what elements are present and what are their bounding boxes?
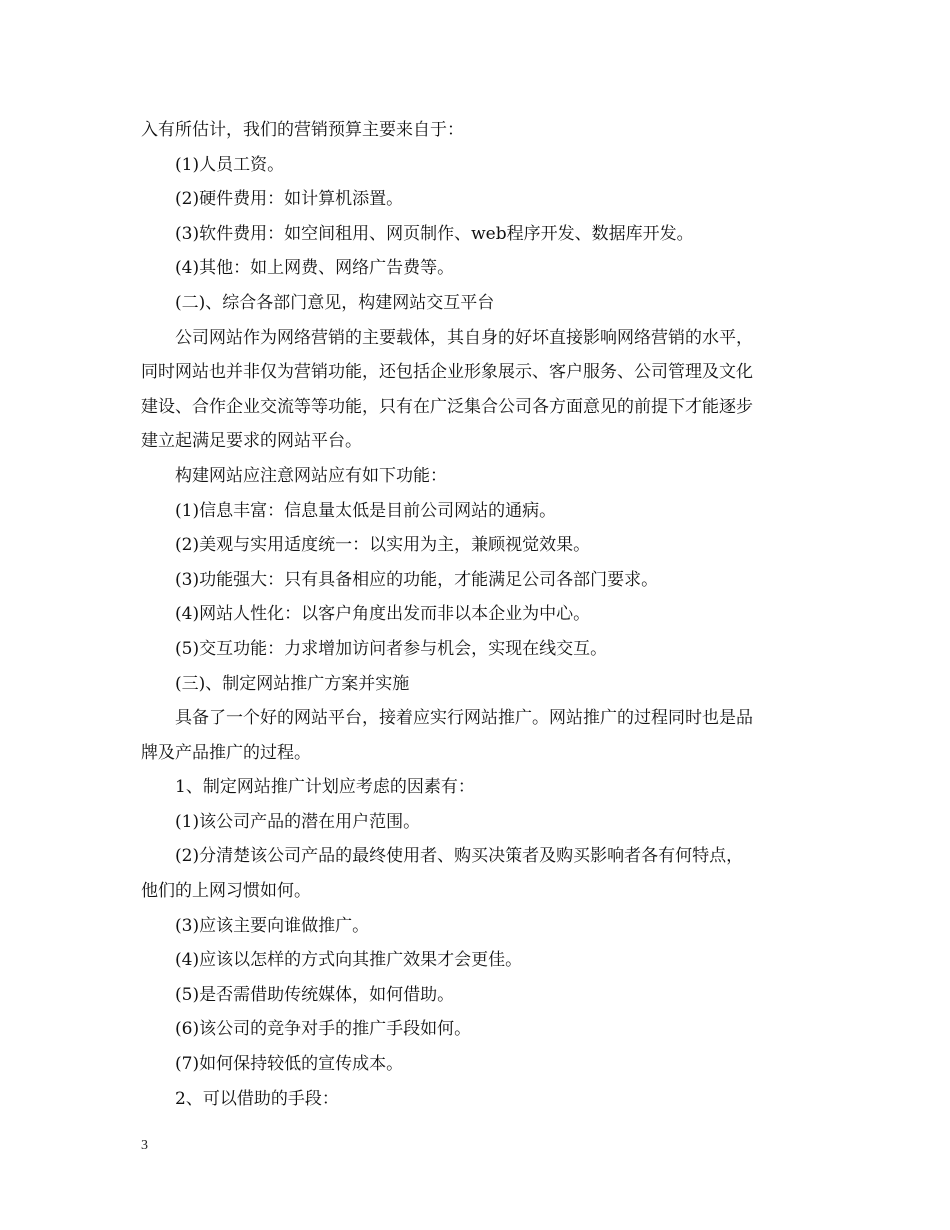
text-line: (2)硬件费用：如计算机添置。 bbox=[175, 189, 404, 210]
text-line: 2、可以借助的手段： bbox=[175, 1088, 339, 1109]
text-line: (1)人员工资。 bbox=[175, 154, 285, 175]
text-line: 1、制定网站推广计划应考虑的因素有： bbox=[175, 777, 475, 798]
text-line: (1)信息丰富：信息量太低是目前公司网站的通病。 bbox=[175, 500, 557, 521]
text-line: (4)网站人性化：以客户角度出发而非以本企业为中心。 bbox=[175, 604, 591, 625]
text-line: (二)、综合各部门意见，构建网站交互平台 bbox=[175, 292, 495, 313]
text-line: 具备了一个好的网站平台，接着应实行网站推广。网站推广的过程同时也是品 bbox=[175, 708, 753, 729]
text-line: (3)功能强大：只有具备相应的功能，才能满足公司各部门要求。 bbox=[175, 569, 659, 590]
text-line: 他们的上网习惯如何。 bbox=[141, 881, 311, 902]
text-line: (3)软件费用：如空间租用、网页制作、web程序开发、数据库开发。 bbox=[175, 223, 694, 244]
text-line: (4)其他：如上网费、网络广告费等。 bbox=[175, 258, 455, 279]
text-line: 建设、合作企业交流等等功能，只有在广泛集合公司各方面意见的前提下才能逐步 bbox=[141, 396, 753, 417]
text-line: 同时网站也并非仅为营销功能，还包括企业形象展示、客户服务、公司管理及文化 bbox=[141, 362, 753, 383]
text-line: (1)该公司产品的潜在用户范围。 bbox=[175, 811, 421, 832]
page-number: 3 bbox=[141, 1138, 148, 1153]
text-line: (3)应该主要向谁做推广。 bbox=[175, 915, 370, 936]
text-line: 构建网站应注意网站应有如下功能： bbox=[175, 465, 447, 486]
document-body bbox=[141, 113, 811, 1116]
text-line: (三)、制定网站推广方案并实施 bbox=[175, 673, 410, 694]
text-line: 牌及产品推广的过程。 bbox=[141, 742, 311, 763]
text-line: 公司网站作为网络营销的主要载体，其自身的好坏直接影响网络营销的水平， bbox=[175, 327, 753, 348]
text-line: (6)该公司的竞争对手的推广手段如何。 bbox=[175, 1019, 472, 1040]
text-line: (4)应该以怎样的方式向其推广效果才会更佳。 bbox=[175, 950, 523, 971]
text-line: (7)如何保持较低的宣传成本。 bbox=[175, 1054, 404, 1075]
text-line: 入有所估计，我们的营销预算主要来自于： bbox=[141, 120, 464, 140]
text-line: (2)分清楚该公司产品的最终使用者、购买决策者及购买影响者各有何特点， bbox=[175, 846, 744, 867]
text-line: 建立起满足要求的网站平台。 bbox=[141, 431, 362, 452]
text-line: (5)是否需借助传统媒体，如何借助。 bbox=[175, 984, 455, 1005]
text-line: (5)交互功能：力求增加访问者参与机会，实现在线交互。 bbox=[175, 638, 608, 659]
text-line: (2)美观与实用适度统一：以实用为主，兼顾视觉效果。 bbox=[175, 535, 591, 556]
